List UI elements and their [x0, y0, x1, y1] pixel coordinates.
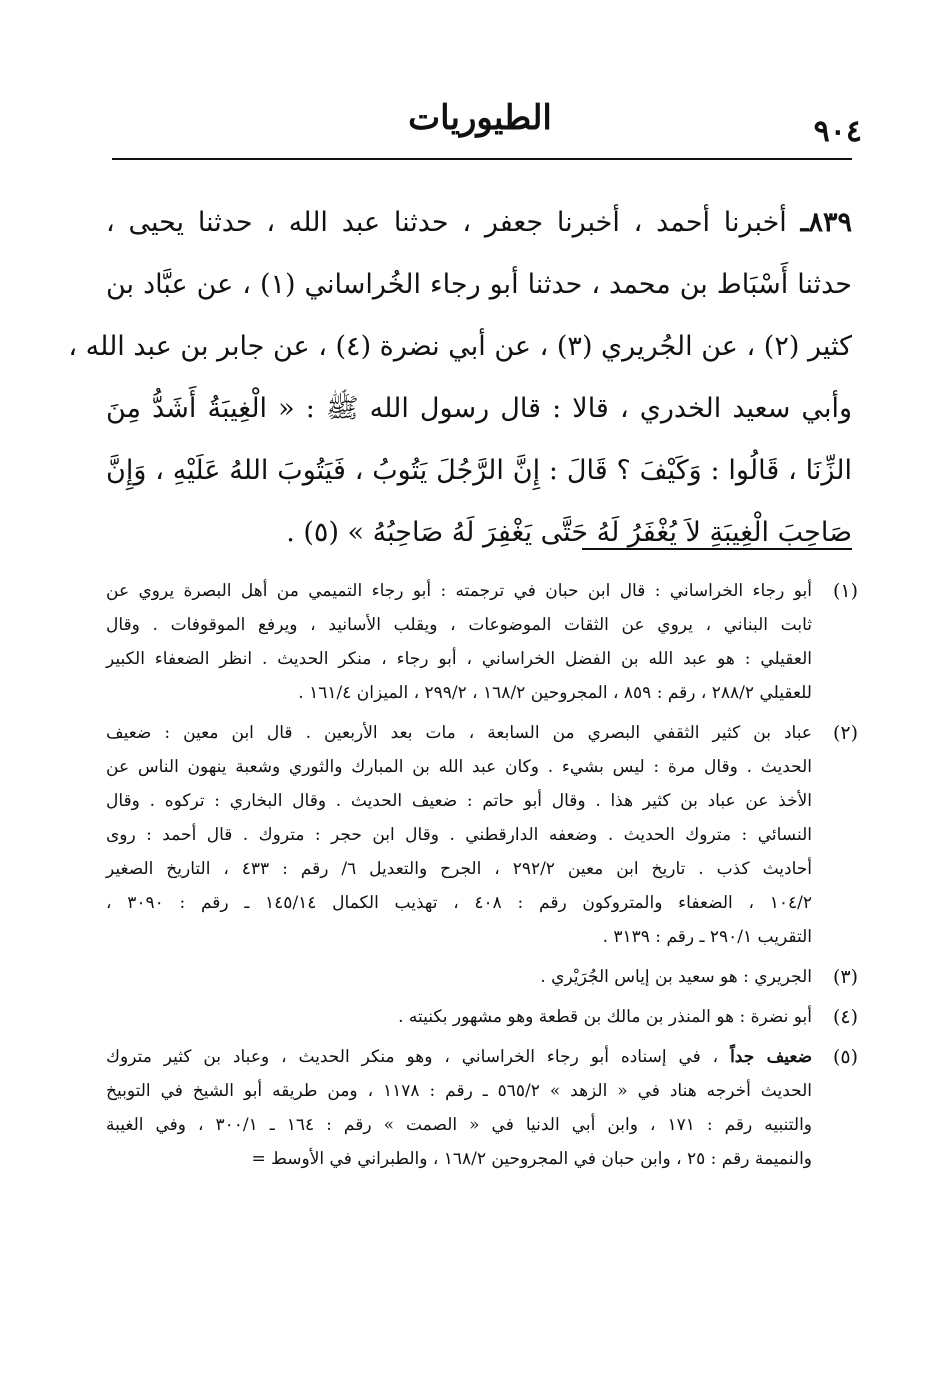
footnote-bold-lead: ضعيف جداً — [730, 1047, 813, 1067]
hadith-line-1-text: أخبرنا أحمد ، أخبرنا جعفر ، حدثنا عبد الله ، حدثنا يحيى ، — [106, 207, 787, 238]
footnote-number: (٥) — [832, 1046, 858, 1068]
footnote-number: (٢) — [832, 722, 858, 744]
footnote-number: (٣) — [832, 966, 858, 988]
footnote-line: الأخذ عن عباد بن كثير هذا . وقال أبو حاتم : ضعيف الحديث . وقال البخاري : تركوه . وقال — [106, 791, 812, 811]
hadith-line-1 — [106, 192, 852, 254]
footnote-line: والتنبيه رقم : ١٧١ ، وابن أبي الدنيا في « الصمت » رقم : ١٦٤ ـ ٣٠٠/١ ، وفي الغيبة — [106, 1115, 812, 1135]
footnote-line: التقريب ٢٩٠/١ ـ رقم : ٣١٣٩ . — [602, 927, 812, 947]
footnote-line: والنميمة رقم : ٢٥ ، وابن حبان في المجروحين ١٦٨/٢ ، والطبراني في الأوسط = — [251, 1149, 812, 1169]
footnote-line: عباد بن كثير الثقفي البصري من السابعة ، مات بعد الأربعين . قال ابن معين : ضعيف — [106, 723, 812, 743]
footnote-line: أحاديث كذب . تاريخ ابن معين ٢٩٢/٢ ، الجرح والتعديل ٦/ رقم : ٤٣٣ ، التاريخ الصغير — [106, 859, 812, 879]
footnote-5 — [106, 1040, 858, 1176]
hadith-line-4: وأبي سعيد الخدري ، قالا : قال رسول الله ﷺ : « الْغِيبَةُ أَشَدُّ مِنَ — [106, 393, 852, 424]
footnote-line: ثابت البناني ، يروي عن الثقات الموضوعات ، ويقلب الأسانيد ، ويرفع الموقوفات . وقال — [106, 615, 812, 635]
footnote-4 — [106, 1000, 858, 1034]
footnote-line: الجريري : هو سعيد بن إياس الجُرَيْري . — [540, 967, 812, 987]
hadith-line-5: الزِّنَا ، قَالُوا : وَكَيْفَ ؟ قَالَ : إِنَّ الرَّجُلَ يَتُوبُ ، فَيَتُوبَ اللهُ عَلَيْهِ ، وَإِنَّ — [106, 455, 852, 486]
hadith-line-3: كثير (٢) ، عن الجُريري (٣) ، عن أبي نضرة (٤) ، عن جابر بن عبد الله ، — [68, 331, 852, 362]
header-rule — [112, 158, 852, 160]
footnote-line: الحديث . وقال مرة : ليس بشيء . وكان عبد الله بن المبارك والثوري وشعبة ينهون الناس عن — [106, 757, 812, 777]
footnote-line: أبو نضرة : هو المنذر بن مالك بن قطعة وهو مشهور بكنيته . — [398, 1007, 812, 1027]
hadith-text — [68, 192, 852, 564]
footnote-line: العقيلي : هو عبد الله بن الفضل الخراساني ، أبو رجاء ، منكر الحديث . انظر الضعفاء الكبير — [106, 649, 812, 669]
footnote-line: أبو رجاء الخراساني : قال ابن حبان في ترجمته : أبو رجاء التميمي من أهل البصرة يروي عن — [106, 581, 812, 601]
footnote-1 — [106, 574, 858, 710]
hadith-number: ٨٣٩ـ — [800, 207, 852, 238]
footnote-2 — [106, 716, 858, 954]
footnote-separator — [582, 548, 852, 550]
footnote-line: ١٠٤/٢ ، الضعفاء والمتروكون رقم : ٤٠٨ ، تهذيب الكمال ١٤٥/١٤ ـ رقم : ٣٠٩٠ ، — [106, 893, 812, 913]
page-number: ٩٠٤ — [813, 114, 862, 149]
hadith-line-6: صَاحِبَ الْغِيبَةِ لاَ يُغْفَرُ لَهُ حَتَّى يَغْفِرَ لَهُ صَاحِبُهُ » (٥) . — [286, 517, 852, 548]
footnote-line: النسائي : متروك الحديث . وضعفه الدارقطني . وقال ابن حجر : متروك . قال أحمد : روى — [106, 825, 812, 845]
footnote-line: للعقيلي ٢٨٨/٢ ، رقم : ٨٥٩ ، المجروحين ١٦٨/٢ ، ٢٩٩/٢ ، الميزان ١٦١/٤ . — [298, 683, 812, 703]
footnotes — [106, 574, 858, 1182]
footnote-number: (١) — [832, 580, 858, 602]
running-header-title: الطيوريات — [408, 98, 552, 138]
footnote-line — [106, 1040, 812, 1074]
hadith-line-2: حدثنا أَسْبَاط بن محمد ، حدثنا أبو رجاء الخُراساني (١) ، عن عبَّاد بن — [106, 269, 852, 300]
footnote-line: الحديث أخرجه هناد في « الزهد » ٥٦٥/٢ ـ رقم : ١١٧٨ ، ومن طريقه أبو الشيخ في التوبيخ — [106, 1081, 812, 1101]
footnote-number: (٤) — [832, 1006, 858, 1028]
footnote-line-text: ، في إسناده أبو رجاء الخراساني ، وهو منكر الحديث ، وعباد بن كثير متروك — [106, 1047, 719, 1067]
footnote-3 — [106, 960, 858, 994]
